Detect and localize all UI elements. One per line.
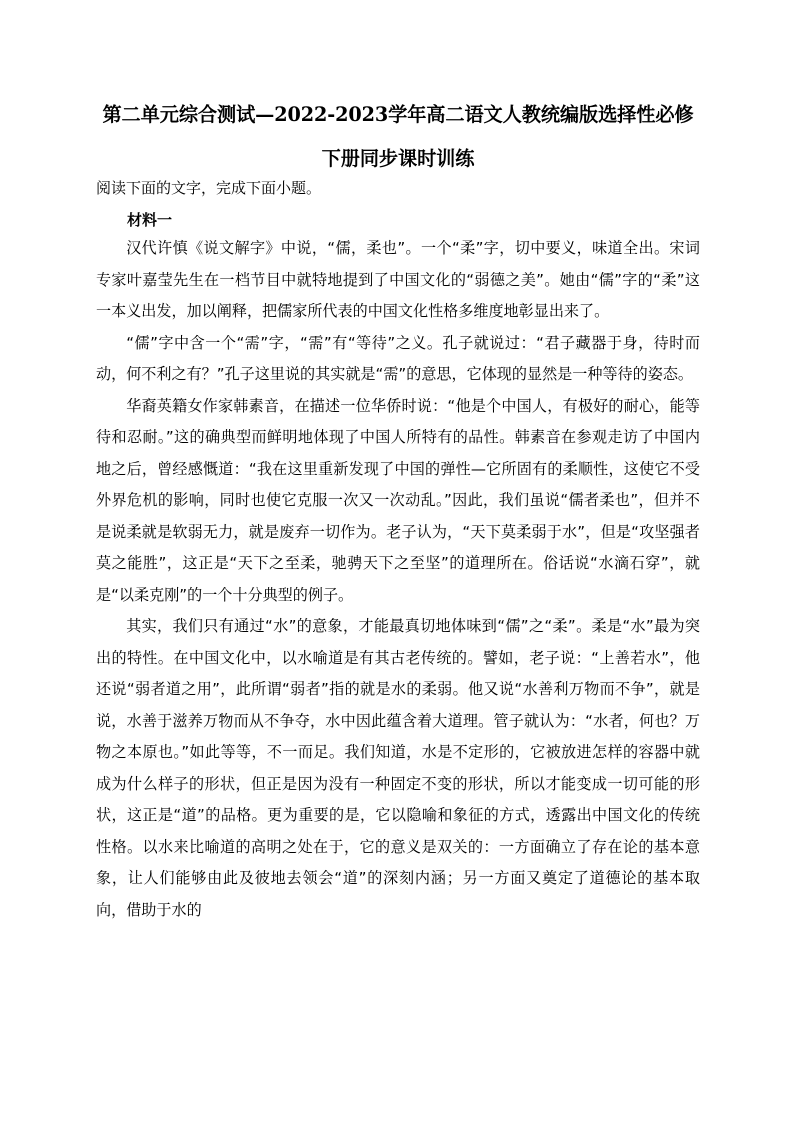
- section-heading: 材料一: [127, 211, 173, 229]
- paragraph-1: 汉代许慎《说文解字》中说，“儒，柔也”。一个“柔”字，切中要义，味道全出。宋词专家叶嘉莹先生在一档节目中就特地提到了中国文化的“弱德之美”。她由“儒”字的“柔”这一本义出发，加以阐释，把儒家所代表的中国文化性格多维度地彰显出来了。: [96, 239, 700, 320]
- title-line-2: 下册同步课时训练: [321, 147, 475, 170]
- paragraph-4: 其实，我们只有通过“水”的意象，才能最真切地体味到“儒”之“柔”。柔是“水”最为突出的特性。在中国文化中，以水喻道是有其古老传统的。譬如，老子说：“上善若水”，他还说“弱者道之用”，此所谓“弱者”指的就是水的柔弱。他又说“水善利万物而不争”，就是说，水善于滋养万物而从不争夺，水中因此蕴含着大道理。管子就认为：“水者，何也？万物之本原也。”如此等等，不一而足。我们知道，水是不定形的，它被放进怎样的容器中就成为什么样子的形状，但正是因为没有一种固定不变的形状，所以才能变成一切可能的形状，这正是“道”的品格。更为重要的是，它以隐喻和象征的方式，透露出中国文化的传统性格。以水来比喻道的高明之处在于，它的意义是双关的：一方面确立了存在论的基本意象，让人们能够由此及彼地去领会“道”的深刻内涵；另一方面又奠定了道德论的基本取向，借助于水的: [96, 617, 700, 919]
- document-body: [96, 233, 700, 926]
- paragraph-3: 华裔英籍女作家韩素音，在描述一位华侨时说：“他是个中国人，有极好的耐心，能等待和忍耐。”这的确典型而鲜明地体现了中国人所特有的品性。韩素音在参观走访了中国内地之后，曾经感慨道：“我在这里重新发现了中国的弹性—它所固有的柔顺性，这使它不受外界危机的影响，同时也使它克服一次又一次动乱。”因此，我们虽说“儒者柔也”，但并不是说柔就是软弱无力，就是废弃一切作为。老子认为，“天下莫柔弱于水”，但是“攻坚强者莫之能胜”，这正是“天下之至柔，驰骋天下之至坚”的道理所在。俗话说“水滴石穿”，就是“以柔克刚”的一个十分典型的例子。: [96, 396, 700, 604]
- title-line-1: 第二单元综合测试—2022-2023学年高二语文人教统编版选择性必修: [102, 103, 694, 126]
- instruction-text: 阅读下面的文字，完成下面小题。: [96, 179, 322, 197]
- document-title: [96, 93, 700, 181]
- paragraph-2: “儒”字中含一个“需”字，“需”有“等待”之义。孔子就说过：“君子藏器于身，待时而动，何不利之有？”孔子这里说的其实就是“需”的意思，它体现的显然是一种等待的姿态。: [96, 333, 700, 383]
